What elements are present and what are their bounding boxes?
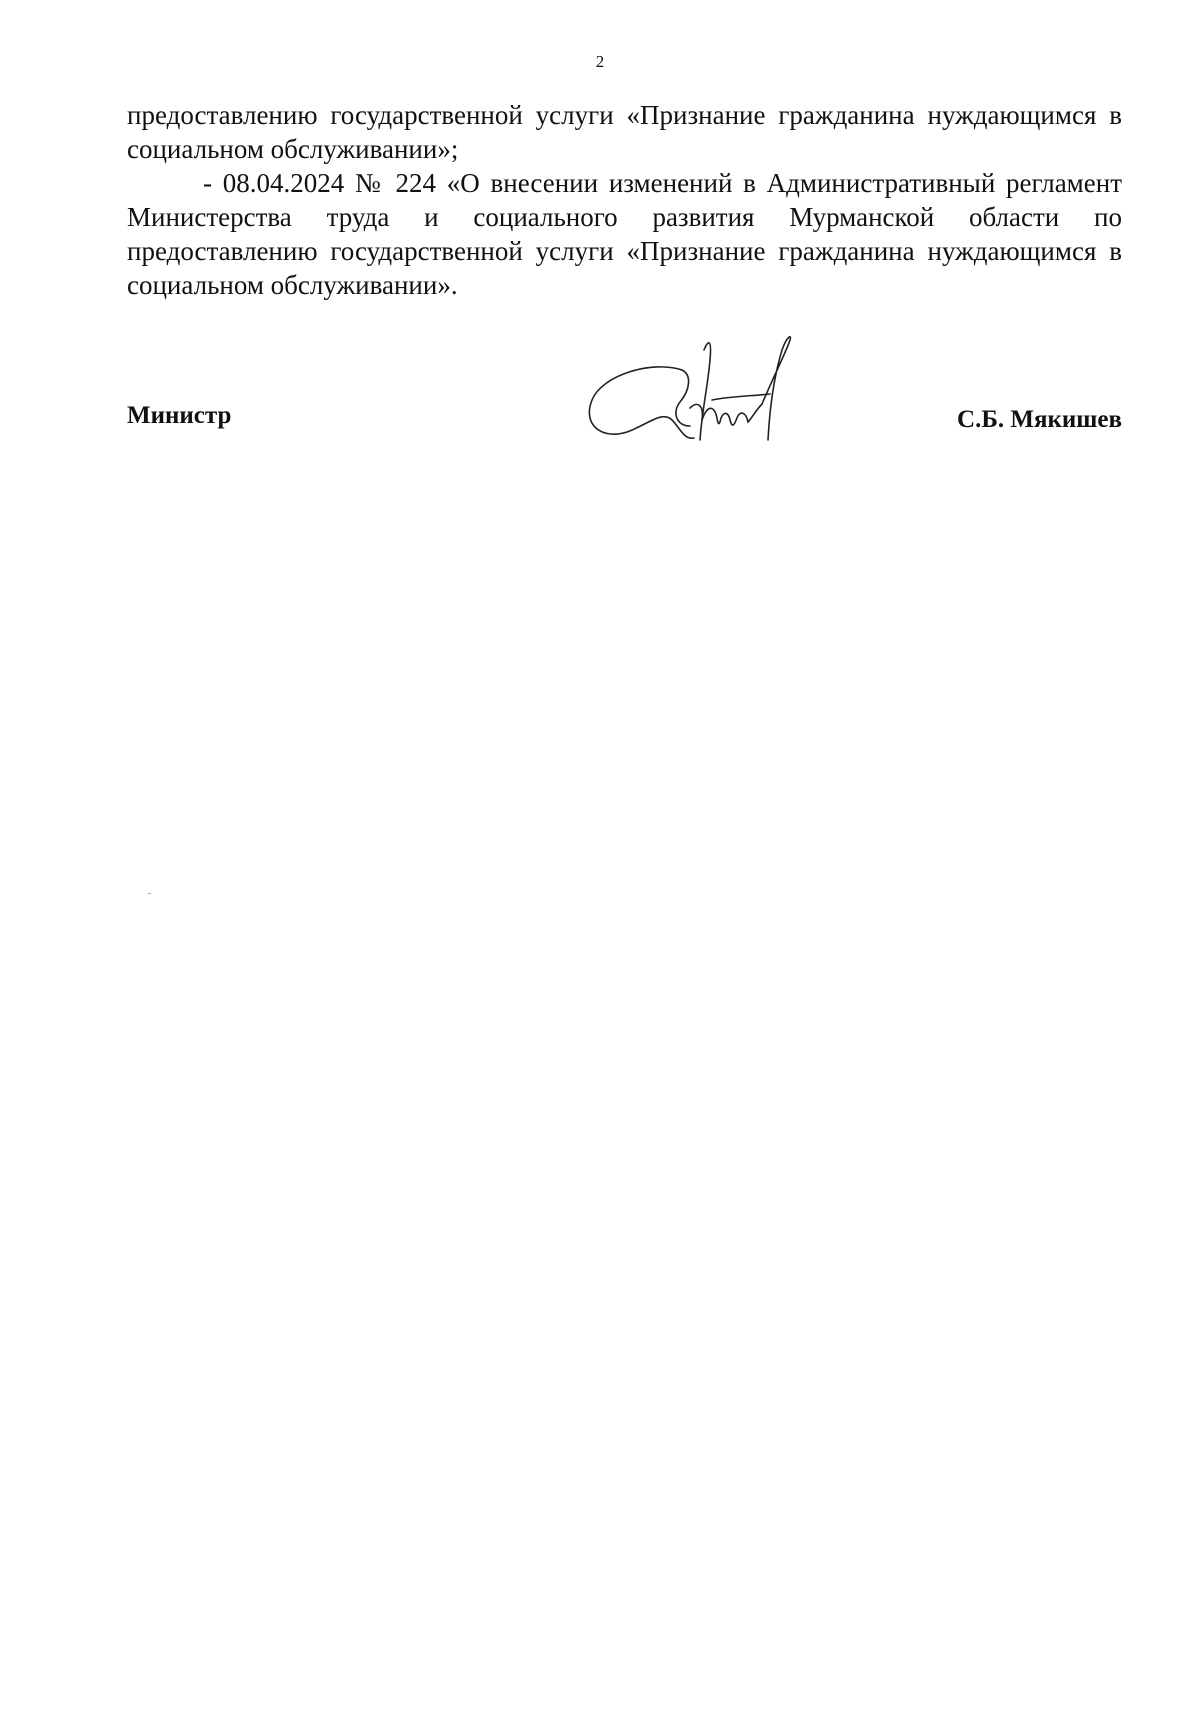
paragraph-continuation: предоставлению государственной услуги «Признание гражданина нуждающимся в социальном обслуживании»;: [127, 100, 1122, 164]
handwritten-signature: [572, 330, 832, 460]
document-body: [127, 98, 1122, 302]
paragraph-list-item: - 08.04.2024 № 224 «О внесении изменений в Административный регламент Министерства труда и социального развития Мурманской области по предоставлению государственной услуги «Признание гражданина нуждающимся в социальном обслуживании».: [127, 168, 1122, 300]
page-number: 2: [595, 52, 605, 71]
signer-title: Министр: [127, 402, 232, 429]
signer-name: С.Б. Мякишев: [957, 406, 1122, 433]
scan-artifact: [148, 893, 151, 894]
signature-block: [127, 390, 1122, 470]
